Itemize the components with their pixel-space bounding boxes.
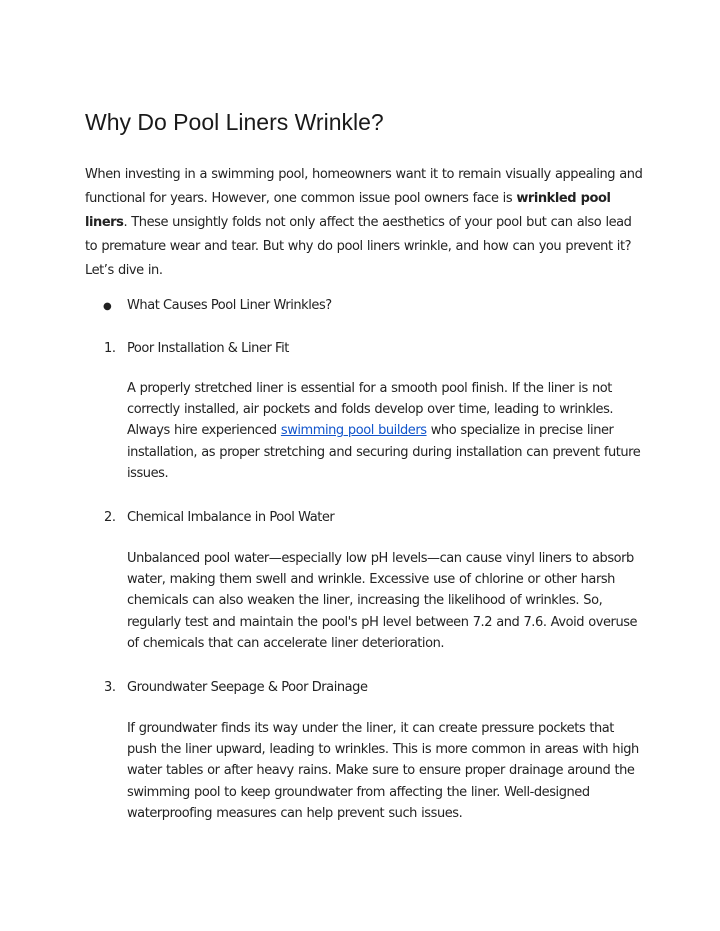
- bullet-marker: ●: [103, 301, 112, 312]
- section-1-heading: [104, 337, 289, 361]
- bullet-item: [103, 294, 332, 319]
- intro-bold-text: wrinkled pool liners: [85, 191, 611, 230]
- section-3-number: 3.: [104, 680, 116, 695]
- section-3-heading-text: Groundwater Seepage & Poor Drainage: [127, 680, 368, 695]
- section-1-body-text-2: who specialize in precise liner installation, as proper stretching and securing during installation can prevent future issues.: [127, 423, 641, 481]
- intro-paragraph: [85, 163, 645, 283]
- bullet-text: What Causes Pool Liner Wrinkles?: [127, 298, 332, 313]
- section-2-heading-text: Chemical Imbalance in Pool Water: [127, 510, 335, 525]
- section-1-heading-text: Poor Installation & Liner Fit: [127, 341, 289, 356]
- section-1-number: 1.: [104, 341, 116, 356]
- intro-text-2: . These unsightly folds not only affect the aesthetics of your pool but can also lead to premature wear and tear. But why do pool liners wrinkle, and how can you prevent it? Let’s dive in.: [85, 215, 632, 278]
- section-3-body: If groundwater finds its way under the liner, it can create pressure pockets that push the liner upward, leading to wrinkles. This is more common in areas with high water tables or after heavy rains. Make sure to ensure proper drainage around the swimming pool to keep groundwater from affecting the liner. Well-designed waterproofing measures can help prevent such issues.: [127, 721, 639, 821]
- section-1-body-text-1: A properly stretched liner is essential for a smooth pool finish. If the liner is not correctly installed, air pockets and folds develop over time, leading to wrinkles. Always hire experienced: [127, 381, 614, 439]
- section-2-body: Unbalanced pool water—especially low pH levels—can cause vinyl liners to absorb water, making them swell and wrinkle. Excessive use of chlorine or other harsh chemicals can also weaken the liner, increasing the likelihood of wrinkles. So, regularly test and maintain the pool's pH level between 7.2 and 7.6. Avoid overuse of chemicals that can accelerate liner deterioration.: [127, 551, 638, 651]
- section-2-heading: [104, 506, 334, 530]
- section-2-number: 2.: [104, 510, 116, 525]
- intro-text-1: When investing in a swimming pool, homeowners want it to remain visually appealing and functional for years. However, one common issue pool owners face is: [85, 167, 643, 206]
- section-3-heading: [104, 676, 368, 700]
- page-title: Why Do Pool Liners Wrinkle?: [85, 109, 384, 135]
- swimming-pool-builders-link[interactable]: swimming pool builders: [280, 423, 427, 439]
- section-1-body: [127, 378, 642, 484]
